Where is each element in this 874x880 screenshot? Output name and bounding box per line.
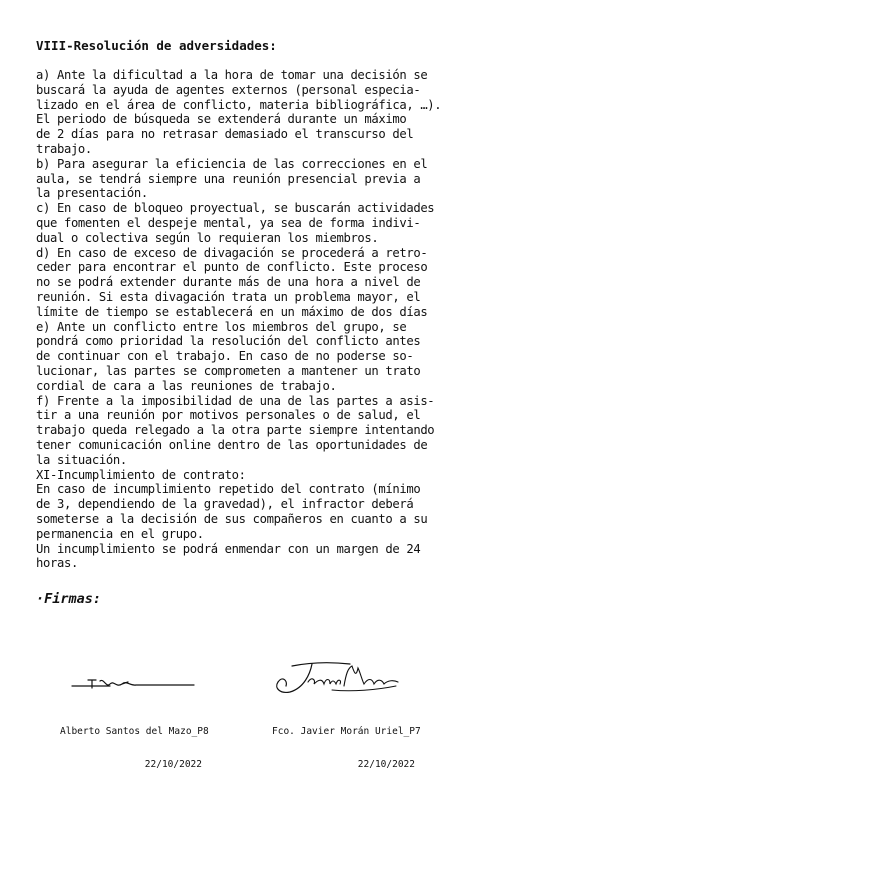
- body-text: [36, 68, 446, 571]
- signatory-name: Fco. Javier Morán Uriel_P7: [272, 726, 421, 737]
- body-line: aula, se tendrá siempre una reunión presencial previa a: [36, 171, 421, 186]
- body-line: la situación.: [36, 452, 127, 467]
- body-line: permanencia en el grupo.: [36, 526, 204, 541]
- body-line: no se podrá extender durante más de una hora a nivel de: [36, 275, 421, 290]
- body-line: c) En caso de bloqueo proyectual, se buscarán actividades: [36, 201, 435, 216]
- body-line: de continuar con el trabajo. En caso de no poderse so-: [36, 349, 414, 364]
- signatory-name: Alberto Santos del Mazo_P8: [60, 726, 209, 737]
- body-line: e) Ante un conflicto entre los miembros del grupo, se: [36, 319, 407, 334]
- body-line: Un incumplimiento se podrá enmendar con un margen de 24: [36, 541, 421, 556]
- body-line: b) Para asegurar la eficiencia de las correcciones en el: [36, 156, 428, 171]
- body-line: que fomenten el despeje mental, ya sea de forma indivi-: [36, 215, 421, 230]
- body-line: horas.: [36, 556, 78, 571]
- body-line: límite de tiempo se establecerá en un máximo de dos días: [36, 304, 428, 319]
- body-line: El periodo de búsqueda se extenderá durante un máximo: [36, 112, 407, 127]
- body-line: tener comunicación online dentro de las oportunidades de: [36, 437, 428, 452]
- body-line: dual o colectiva según lo requieran los miembros.: [36, 230, 379, 245]
- body-line: XI-Incumplimiento de contrato:: [36, 467, 246, 482]
- body-line: trabajo queda relegado a la otra parte siempre intentando: [36, 423, 435, 438]
- signature-left: [70, 670, 196, 694]
- body-line: la presentación.: [36, 186, 148, 201]
- body-line: d) En caso de exceso de divagación se procederá a retro-: [36, 245, 428, 260]
- body-line: pondrá como prioridad la resolución del conflicto antes: [36, 334, 421, 349]
- body-line: someterse a la decisión de sus compañeros en cuanto a su: [36, 511, 428, 526]
- body-line: trabajo.: [36, 141, 92, 156]
- firmas-heading: ·Firmas:: [36, 591, 102, 607]
- body-line: f) Frente a la imposibilidad de una de las partes a asis-: [36, 393, 435, 408]
- body-line: ceder para encontrar el punto de conflicto. Este proceso: [36, 260, 428, 275]
- section-title: VIII-Resolución de adversidades:: [36, 38, 277, 53]
- body-line: lizado en el área de conflicto, materia bibliográfica, …).: [36, 97, 442, 112]
- signatory-right: [272, 704, 421, 792]
- body-line: buscará la ayuda de agentes externos (personal especia-: [36, 82, 421, 97]
- body-line: de 2 días para no retrasar demasiado el transcurso del: [36, 127, 414, 142]
- signatory-date: 22/10/2022: [357, 759, 415, 770]
- body-line: tir a una reunión por motivos personales o de salud, el: [36, 408, 421, 423]
- body-line: En caso de incumplimiento repetido del contrato (mínimo: [36, 482, 421, 497]
- signatory-left: [60, 704, 209, 792]
- signature-right: [272, 658, 402, 698]
- body-line: lucionar, las partes se comprometen a mantener un trato: [36, 363, 421, 378]
- body-line: de 3, dependiendo de la gravedad), el infractor deberá: [36, 497, 414, 512]
- body-line: a) Ante la dificultad a la hora de tomar una decisión se: [36, 68, 428, 82]
- signatory-date: 22/10/2022: [144, 759, 202, 770]
- body-line: reunión. Si esta divagación trata un problema mayor, el: [36, 289, 421, 304]
- body-line: cordial de cara a las reuniones de trabajo.: [36, 378, 337, 393]
